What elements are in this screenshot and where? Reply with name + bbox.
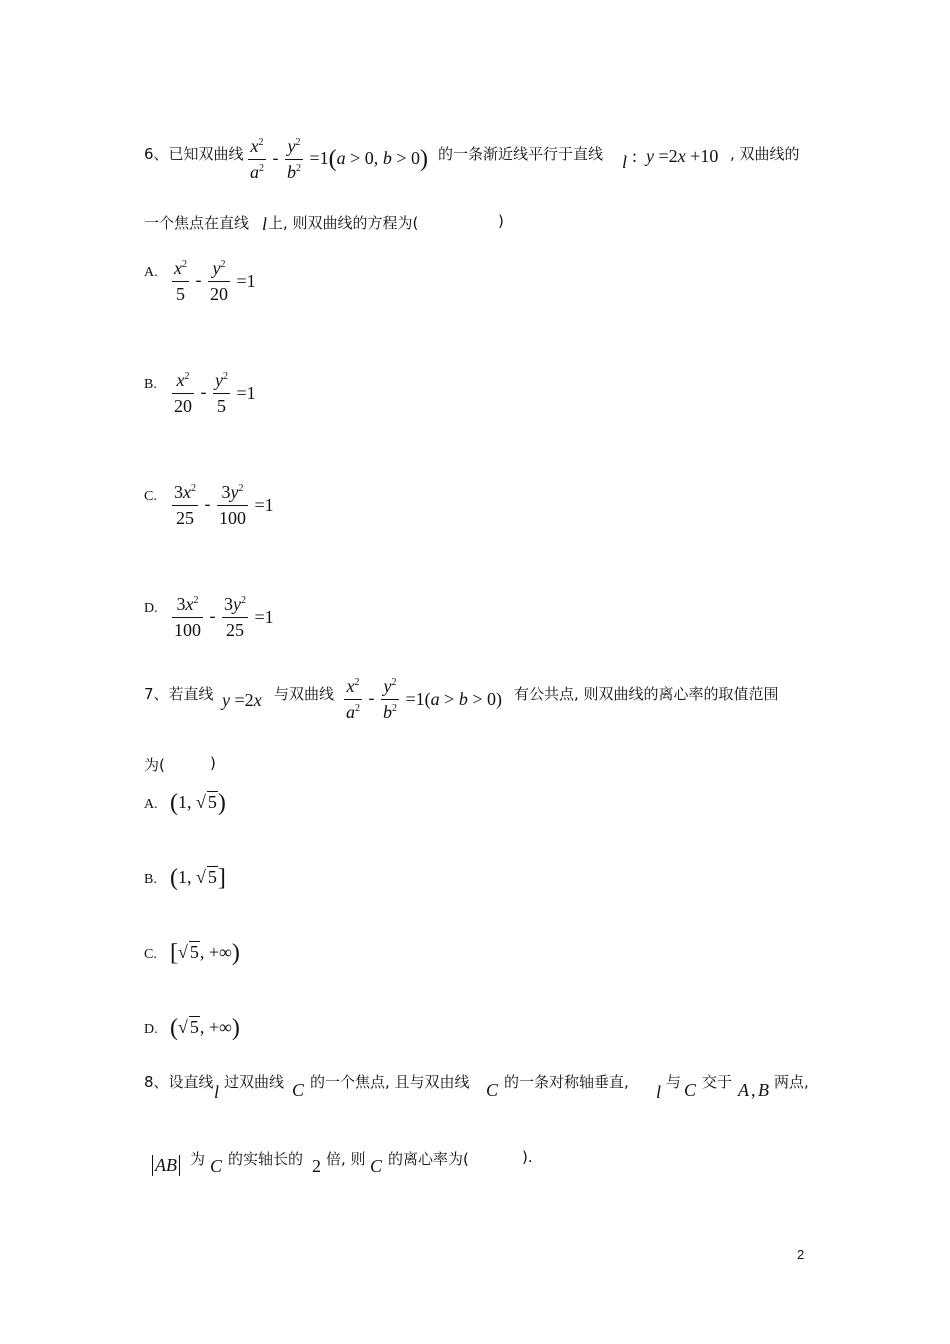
q8-lead: 8、设直线 <box>144 1073 214 1091</box>
page-number: 2 <box>797 1247 805 1262</box>
q7-line2c: ) <box>210 754 216 772</box>
q7-tail: 有公共点, 则双曲线的离心率的取值范围 <box>514 685 779 703</box>
q6-line2-l: l <box>262 214 268 234</box>
q6-line-eq: : y =2x +10 <box>632 146 719 166</box>
q6-line2: 一个焦点在直线 <box>144 214 250 232</box>
q6-mid: 的一条渐近线平行于直线 <box>438 145 604 163</box>
q7-line-eq: y =2x <box>222 690 262 710</box>
q6-tail: , 双曲线的 <box>730 145 800 163</box>
q7-equation: $\frac{x^2}{a^2}$ - $\frac{y^2}{b^2}$ =1(a > b > 0) <box>346 676 502 722</box>
q7-line2: 为( <box>144 756 165 774</box>
q6-line2c: ) <box>498 212 504 230</box>
q7-mid: 与双曲线 <box>274 685 335 703</box>
q7-lead: 7、若直线 <box>144 685 214 703</box>
q6-lead: 6、已知双曲线 <box>144 145 244 163</box>
q6-line-l: l <box>622 152 628 172</box>
q6-equation: $\frac{x^2}{a^2}$ - $\frac{y^2}{b^2}$ =1(a > 0, b > 0) <box>250 136 428 182</box>
q6-line2b: 上, 则双曲线的方程为( <box>268 214 419 232</box>
